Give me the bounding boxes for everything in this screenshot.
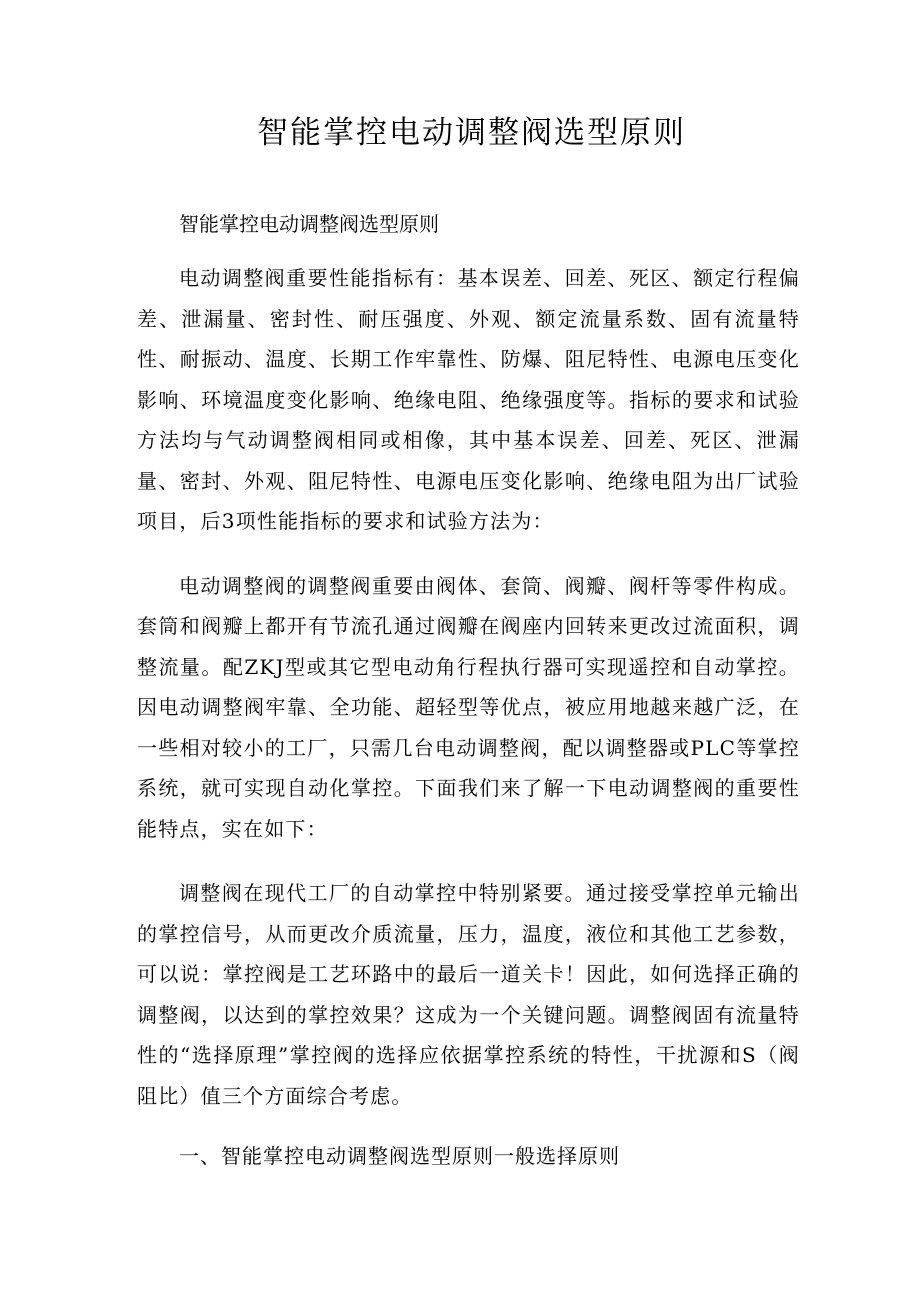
document-subtitle: 智能掌控电动调整阀选型原则 <box>179 212 439 236</box>
paragraph-performance-indicators: 电动调整阀重要性能指标有：基本误差、回差、死区、额定行程偏差、泄漏量、密封性、耐压强度、外观、额定流量系数、固有流量特性、耐振动、温度、长期工作牢靠性、防爆、阻尼特性、电源电压变化影响、环境温度变化影响、绝缘电阻、绝缘强度等。指标的要求和试验方法均与气动调整阀相同或相像，其中基本误差、回差、死区、泄漏量、密封、外观、阻尼特性、电源电压变化影响、绝缘电阻为出厂试验项目，后3项性能指标的要求和试验方法为： <box>137 266 800 533</box>
document-title: 智能掌控电动调整阀选型原则 <box>257 115 686 151</box>
paragraph-valve-structure: 电动调整阀的调整阀重要由阀体、套筒、阀瓣、阀杆等零件构成。套筒和阀瓣上都开有节流孔通过阀瓣在阀座内回转来更改过流面积，调整流量。配ZKJ型或其它型电动角行程执行器可实现遥控和自动掌控。因电动调整阀牢靠、全功能、超轻型等优点，被应用地越来越广泛，在一些相对较小的工厂，只需几台电动调整阀，配以调整器或PLC等掌控系统，就可实现自动化掌控。下面我们来了解一下电动调整阀的重要性能特点，实在如下： <box>137 573 800 841</box>
paragraph-valve-importance: 调整阀在现代工厂的自动掌控中特别紧要。通过接受掌控单元输出的掌控信号，从而更改介质流量，压力，温度，液位和其他工艺参数，可以说：掌控阀是工艺环路中的最后一道关卡！因此，如何选择正确的调整阀，以达到的掌控效果？这成为一个关键问题。调整阀固有流量特性的“选择原理”掌控阀的选择应依据掌控系统的特性，干扰源和S（阀阻比）值三个方面综合考虑。 <box>137 881 800 1108</box>
section-heading-general-principles: 一、智能掌控电动调整阀选型原则一般选择原则 <box>179 1144 620 1168</box>
